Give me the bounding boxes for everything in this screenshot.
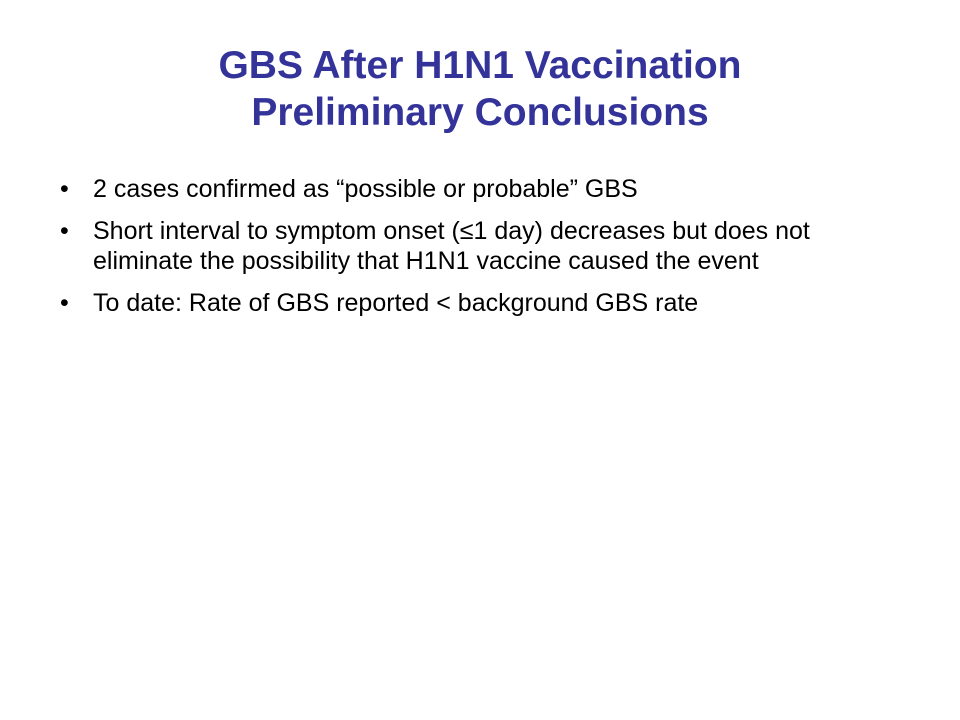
bullet-dot-icon: • (60, 289, 69, 317)
bullet-item-2 (60, 216, 880, 276)
slide-title (60, 42, 900, 136)
bullet-item-1 (60, 174, 880, 204)
title-line-1: GBS After H1N1 Vaccination (218, 44, 742, 87)
bullet-text-3: To date: Rate of GBS reported < background GBS rate (93, 289, 699, 317)
bullet-text-1: 2 cases confirmed as “possible or probable” GBS (93, 175, 638, 203)
bullet-text-2: Short interval to symptom onset (≤1 day) decreases but does not eliminate the possibility that H1N1 vaccine caused the event (93, 217, 810, 275)
bullet-item-3 (60, 288, 880, 318)
bullet-dot-icon: • (60, 217, 69, 245)
title-line-2: Preliminary Conclusions (251, 91, 709, 134)
bullet-list (60, 174, 880, 330)
bullet-dot-icon: • (60, 175, 69, 203)
